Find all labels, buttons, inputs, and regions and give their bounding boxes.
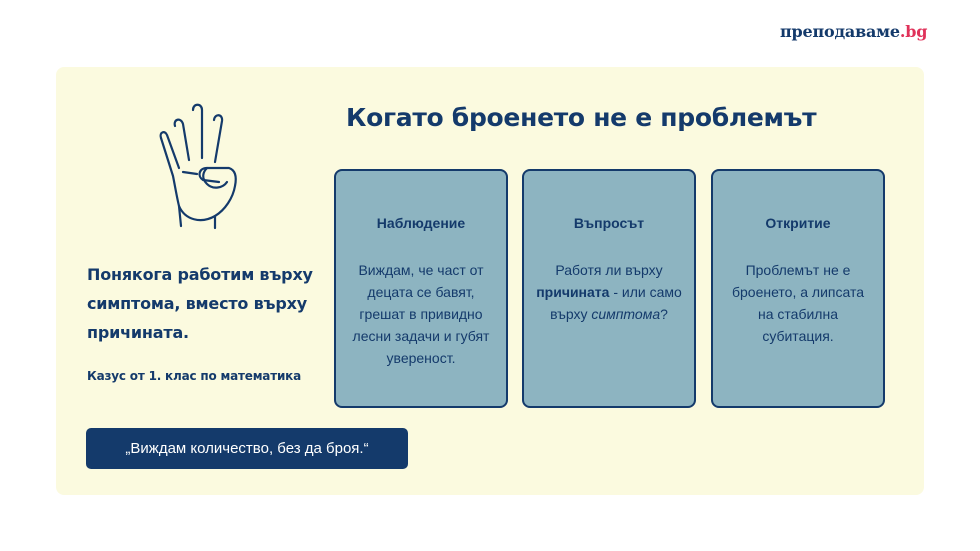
observation-card (334, 169, 508, 408)
quote-button[interactable]: „Виждам количество, без да броя.“ (86, 428, 408, 469)
card-body-text: - или само върху (550, 284, 682, 322)
card-body: Проблемът не е броенето, а липсата на стабилна субитация. (731, 262, 864, 344)
discovery-card (711, 169, 885, 408)
card-body (534, 259, 684, 325)
card-body-text: ? (660, 306, 668, 322)
hand-four-fingers-icon (153, 102, 247, 230)
card-body-italic: симптома (591, 306, 661, 322)
card-title: Наблюдение (376, 215, 466, 231)
logo-main: преподаваме (780, 22, 900, 41)
card-body: Виждам, че част от децата се бавят, грешат в привидно лесни задачи и губят увереност. (352, 262, 490, 366)
brand-logo[interactable] (780, 22, 927, 41)
card-title: Въпросът (573, 215, 645, 231)
lead-statement: Понякога работим върху симптома, вместо върху причината. (87, 265, 313, 342)
card-body-emphasis: причината (536, 284, 610, 300)
question-card (522, 169, 696, 408)
card-body-text: Работя ли върху (555, 262, 663, 278)
page-title: Когато броенето не е проблемът (346, 103, 817, 132)
logo-tld: .bg (899, 22, 928, 41)
card-title: Откритие (765, 215, 831, 231)
case-label: Казус от 1. клас по математика (87, 369, 302, 383)
